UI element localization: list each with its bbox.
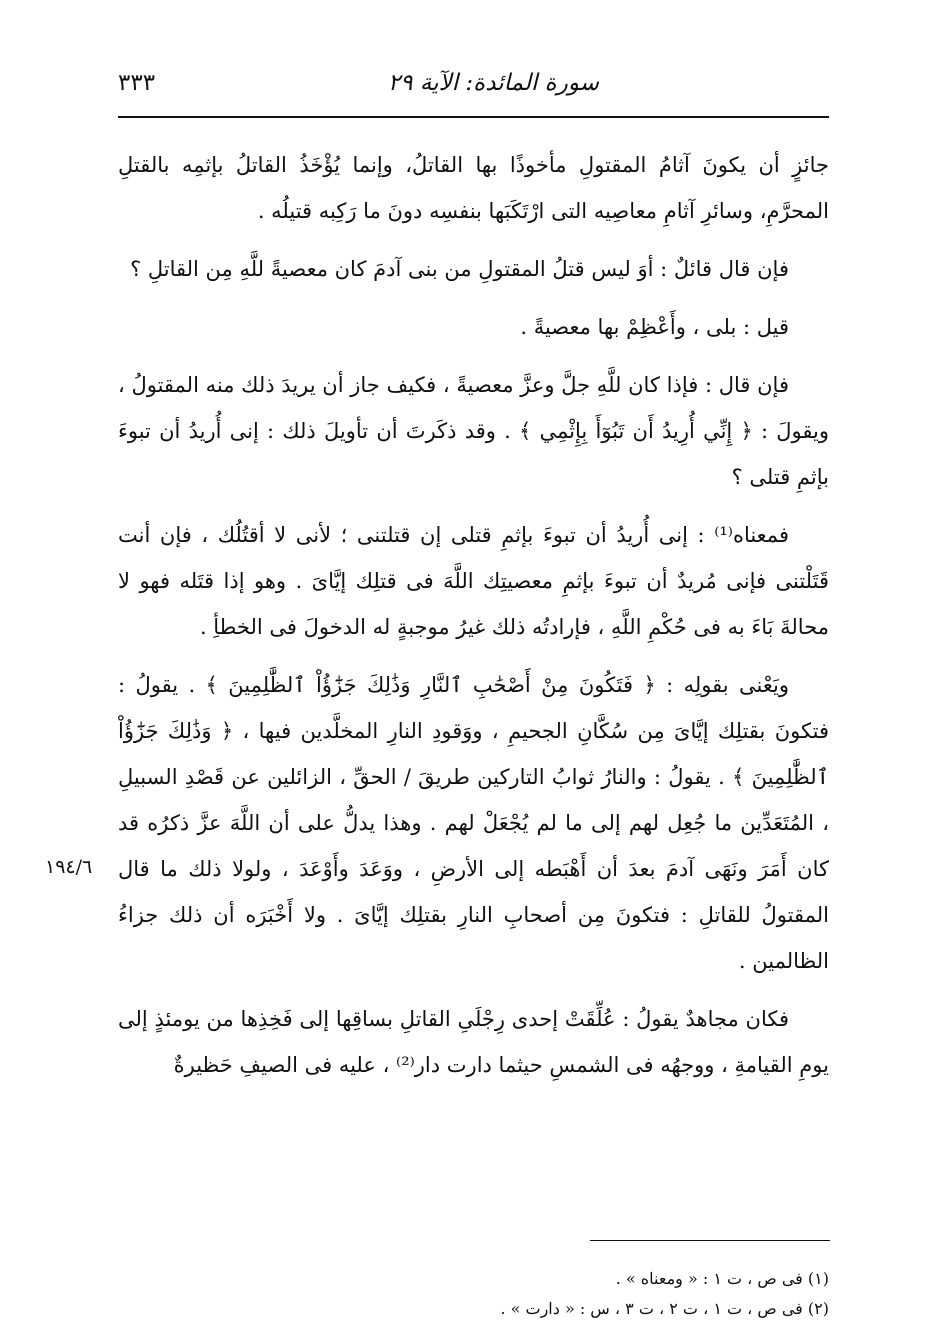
body-text (118, 142, 829, 1100)
paragraph-3: قيل : بلى ، وأَعْظِمْ بها معصيةً . (520, 315, 789, 339)
page-number: ٣٣٣ (118, 70, 156, 96)
paragraph-6: ويَعْنى بقولِه : ﴿ فَتَكُونَ مِنْ أَصْحَٰبِ ٱلنَّارِ وَذَٰلِكَ جَزَٰٓؤُاْ ٱلظَّٰلِمِينَ ﴾ . يقولُ : فتكونَ بقتلِك إيَّاىَ مِن سُكَّانِ الجحيمِ ، ووَقودِ النارِ المخلَّدين فيها ، ﴿ وَذَٰلِكَ جَزَٰٓؤُاْ ٱلظَّٰلِمِينَ ﴾ . يقولُ : والنارُ ثوابُ التاركين طريقَ / الحقِّ ، الزائلين عن قَصْدِ السبيلِ ، المُتَعَدِّين ما جُعِل لهم إلى ما لم يُجْعَلْ لهم . وهذا يدلُّ على أن اللَّهَ عزَّ ذكرُه قد كان أَمَرَ ونَهَى آدمَ بعدَ أن أَهْبَطه إلى الأرضِ ، ووَعَدَ وأَوْعَدَ ، ولولا ذلك ما قال المقتولُ للقاتلِ : فتكونَ مِن أصحابِ النارِ بقتلِك إيَّاىَ . ولا أَخْبَرَه أن ذلك جزاءُ الظالمين . (118, 673, 829, 973)
paragraph-7: فكان مجاهدٌ يقولُ : عُلِّقَتْ إحدى رِجْلَىِ القاتلِ بساقِها إلى فَخِذِها من يومئذٍ إلى يومِ القيامةِ ، ووجهُه فى الشمسِ حيثما دارت دار⁽²⁾ ، عليه فى الصيفِ حَظيرةٌ (118, 1007, 829, 1077)
paragraph-1: جائزٍ أن يكونَ آثامُ المقتولِ مأخوذًا بها القاتلُ، وإنما يُؤْخَذُ القاتلُ بإثمِه بالقتلِ المحرَّمِ، وسائرِ آثامِ معاصِيه التى ارْتَكَبَها بنفسِه دونَ ما رَكِبه قتيلُه . (118, 153, 829, 223)
running-title: سورة المائدة: الآية ٢٩ (387, 70, 599, 96)
footnote-divider (590, 1240, 830, 1241)
margin-volume-reference: ١٩٤/٦ (45, 856, 93, 878)
footnotes (118, 1264, 829, 1324)
paragraph-5: فمعناه⁽¹⁾ : إنى أُريدُ أن تبوءَ بإثمِ قتلى إن قتلتنى ؛ لأنى لا أقتُلُك ، فإن أنت قَتَلْتنى فإنى مُريدٌ أن تبوءَ بإثمِ معصيتِك اللَّهَ فى قتلِك إيَّاىَ . وهو إذا قتَله فهو لا محالةَ بَاءَ به فى حُكْمِ اللَّهِ ، فإرادتُه ذلك غيرُ موجبةٍ له الدخولَ فى الخطأِ . (118, 523, 829, 639)
footnote-1: (١) فى ص ، ت ١ : « ومعناه » . (615, 1269, 829, 1288)
paragraph-2: فإن قال قائلٌ : أوَ ليس قتلُ المقتولِ من بنى آدمَ كان معصيةً للَّهِ مِن القاتلِ ؟ (130, 257, 789, 281)
footnote-2: (٢) فى ص ، ت ١ ، ت ٢ ، ت ٣ ، س : « دارت » . (500, 1299, 829, 1318)
page-header (118, 60, 829, 118)
paragraph-4: فإن قال : فإذا كان للَّهِ جلَّ وعزَّ معصيةً ، فكيف جاز أن يريدَ ذلك منه المقتولُ ، ويقولَ : ﴿ إِنِّي أُرِيدُ أَن تَبُوٓأَ بِإِثْمِي ﴾ . وقد ذكَرتَ أن تأويلَ ذلك : إنى أُريدُ أن تبوءَ بإثمِ قتلى ؟ (118, 373, 829, 489)
